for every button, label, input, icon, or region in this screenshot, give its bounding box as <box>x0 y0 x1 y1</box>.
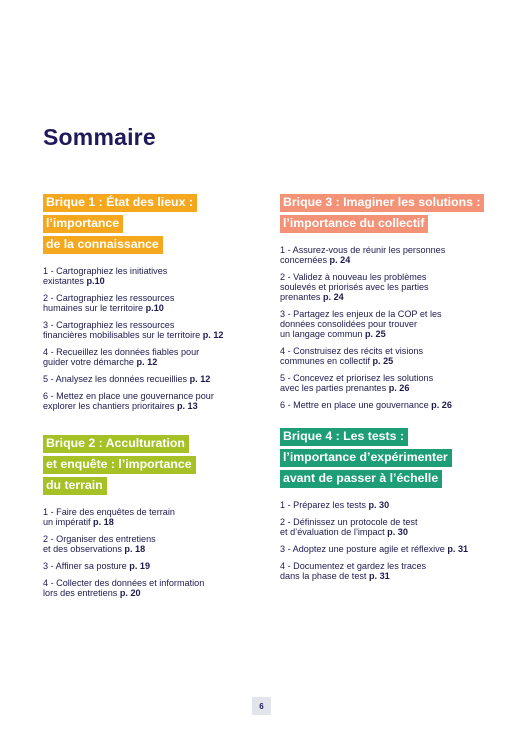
toc-page-ref: p.10 <box>86 276 105 286</box>
toc-item[interactable] <box>280 309 510 339</box>
toc-item-text: 4 - Collecter des données et information lors des entretiens <box>43 578 205 598</box>
toc-item[interactable] <box>280 245 510 265</box>
toc-item-text: 2 - Validez à nouveau les problèmes soulevés et priorisés avec les parties prenantes <box>280 272 429 302</box>
section-heading-line: l’importance <box>43 215 123 233</box>
toc-item[interactable] <box>280 400 510 410</box>
section-heading-line: Brique 2 : Acculturation <box>43 435 189 453</box>
toc-item[interactable] <box>280 517 510 537</box>
toc-item[interactable] <box>43 374 268 384</box>
toc-page-ref: p. 30 <box>387 527 408 537</box>
toc-page-ref: p. 26 <box>388 383 410 393</box>
section-heading-line: Brique 4 : Les tests : <box>280 428 408 446</box>
toc-page-ref: p. 20 <box>119 588 141 598</box>
toc-page-ref: p. 12 <box>189 374 211 384</box>
toc-item[interactable] <box>43 391 268 411</box>
toc-page-ref: p. 12 <box>202 330 224 340</box>
page-title: Sommaire <box>43 124 156 150</box>
toc-page-ref: p. 18 <box>124 544 146 554</box>
toc-item[interactable] <box>43 561 268 571</box>
toc-item-text: 4 - Documentez et gardez les traces dans la phase de test <box>280 561 427 581</box>
toc-page-ref: p. 12 <box>136 357 158 367</box>
toc-item[interactable] <box>43 578 268 598</box>
section-heading-line: Brique 1 : État des lieux : <box>43 194 197 212</box>
toc-page-ref: p. 24 <box>322 292 344 302</box>
section-heading-line: avant de passer à l’échelle <box>280 470 442 488</box>
toc-page-ref: p. 26 <box>431 400 452 410</box>
toc-item-text: 2 - Organiser des entretiens et des observations <box>43 534 156 554</box>
toc-page-ref: p. 31 <box>447 544 469 554</box>
toc-item[interactable] <box>280 500 510 510</box>
toc-page-ref: p. 30 <box>368 500 390 510</box>
toc-page-ref: p. 24 <box>329 255 351 265</box>
toc-item[interactable] <box>43 293 268 313</box>
toc-item[interactable] <box>280 346 510 366</box>
toc-item-text: 3 - Affiner sa posture <box>43 561 127 571</box>
toc-item-text: 3 - Adoptez une posture agile et réflexive <box>280 544 445 554</box>
toc-item[interactable] <box>43 507 268 527</box>
toc-page-ref: p. 13 <box>176 401 198 411</box>
toc-item-text: 5 - Analysez les données recueillies <box>43 374 188 384</box>
section-brique-3 <box>280 193 510 417</box>
section-heading-line: Brique 3 : Imaginer les solutions : <box>280 194 484 212</box>
toc-item-text: 1 - Cartographiez les initiatives existantes <box>43 266 168 286</box>
toc-item-text: 4 - Recueillez les données fiables pour guider votre démarche <box>43 347 200 367</box>
toc-item-text: 2 - Définissez un protocole de test et d’évaluation de l’impact <box>280 517 418 537</box>
toc-page-ref: p. 31 <box>368 571 390 581</box>
toc-item[interactable] <box>280 373 510 393</box>
toc-item-text: 1 - Faire des enquêtes de terrain un impératif <box>43 507 175 527</box>
toc-page-ref: p. 25 <box>364 329 386 339</box>
section-brique-4 <box>280 427 510 588</box>
section-heading-line: et enquête : l’importance <box>43 456 196 474</box>
section-brique-1 <box>43 193 268 418</box>
toc-item[interactable] <box>280 561 510 581</box>
section-heading <box>280 427 510 490</box>
toc-item-text: 6 - Mettez en place une gouvernance pour explorer les chantiers prioritaires <box>43 391 214 411</box>
toc-page-ref: p. 18 <box>93 517 114 527</box>
toc-page-ref: p. 25 <box>372 356 394 366</box>
toc-item-text: 3 - Partagez les enjeux de la COP et les données consolidées pour trouver un langage commun <box>280 309 442 339</box>
toc-item-text: 6 - Mettre en place une gouvernance <box>280 400 429 410</box>
page-number: 6 <box>252 697 271 715</box>
toc-item-text: 1 - Assurez-vous de réunir les personnes concernées <box>280 245 446 265</box>
section-heading-line: de la connaissance <box>43 236 163 254</box>
toc-item[interactable] <box>280 272 510 302</box>
toc-item[interactable] <box>43 534 268 554</box>
toc-item-text: 1 - Préparez les tests <box>280 500 366 510</box>
toc-page-ref: p.10 <box>145 303 164 313</box>
section-brique-2 <box>43 434 268 605</box>
toc-item[interactable] <box>280 544 510 554</box>
toc-item-text: 2 - Cartographiez les ressources humaines sur le territoire <box>43 293 175 313</box>
toc-page-ref: p. 19 <box>129 561 151 571</box>
section-heading <box>43 193 268 256</box>
section-heading-line: l’importance d’expérimenter <box>280 449 452 467</box>
toc-item-text: 5 - Concevez et priorisez les solutions avec les parties prenantes <box>280 373 434 393</box>
section-heading-line: l’importance du collectif <box>280 215 428 233</box>
section-heading <box>280 193 510 235</box>
section-heading-line: du terrain <box>43 477 107 495</box>
toc-item[interactable] <box>43 266 268 286</box>
toc-item-text: 4 - Construisez des récits et visions communes en collectif <box>280 346 424 366</box>
toc-item[interactable] <box>43 347 268 367</box>
toc-item-text: 3 - Cartographiez les ressources financières mobilisables sur le territoire <box>43 320 201 340</box>
section-heading <box>43 434 268 497</box>
toc-item[interactable] <box>43 320 268 340</box>
